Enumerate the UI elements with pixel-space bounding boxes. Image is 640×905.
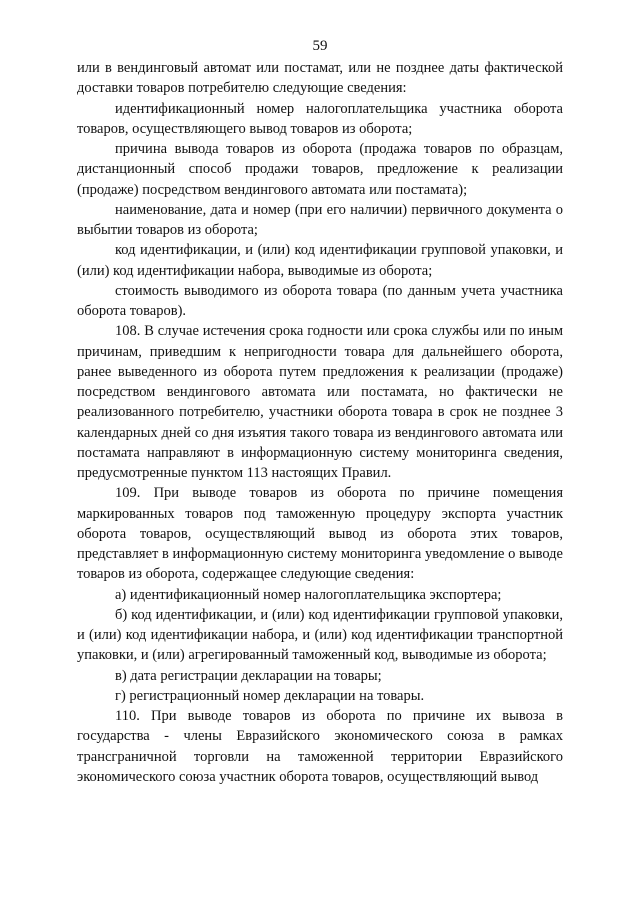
paragraph-primary-document: наименование, дата и номер (при его наличии) первичного документа о выбытии товаров из оборота; <box>77 201 563 238</box>
page-number: 59 <box>312 38 328 54</box>
paragraph-identification-code: код идентификации, и (или) код идентификации групповой упаковки, и (или) код идентификации набора, выводимые из оборота; <box>77 242 563 279</box>
paragraph-110: 110. При выводе товаров из оборота по причине их вывоза в государства - члены Евразийского экономического союза в рамках трансграничной торговли на таможенной территории Евразийского экономического союза участник оборота товаров, осуществляющий вывод <box>77 708 563 785</box>
paragraph-taxpayer-id: идентификационный номер налогоплательщика участника оборота товаров, осуществляющего вывод товаров из оборота; <box>77 100 563 137</box>
document-body <box>77 58 563 787</box>
list-item-g: г) регистрационный номер декларации на товары. <box>115 687 425 704</box>
paragraph-cost: стоимость выводимого из оборота товара (по данным учета участника оборота товаров). <box>77 282 563 319</box>
paragraph-108: 108. В случае истечения срока годности или срока службы или по иным причинам, приведшим к непригодности товара для дальнейшего оборота, ранее выведенного из оборота путем предложения к реализации (продаже) посредством вендингового автомата или постамата, но фактически не реализованного потребителю, участники оборота товара в срок не позднее 3 календарных дней со дня изъятия такого товара из вендингового автомата или постамата направляют в информационную систему мониторинга сведения, предусмотренные пунктом 113 настоящих Правил. <box>77 323 563 481</box>
list-item-v: в) дата регистрации декларации на товары; <box>115 667 382 684</box>
list-item-a: а) идентификационный номер налогоплательщика экспортера; <box>115 586 502 603</box>
list-item-b: б) код идентификации, и (или) код идентификации групповой упаковки, и (или) код идентификации набора, и (или) код идентификации транспортной упаковки, и (или) агрегированный таможенный код, выводимые из оборота; <box>77 606 563 664</box>
paragraph-continuation: или в вендинговый автомат или постамат, или не позднее даты фактической доставки товаров потребителю следующие сведения: <box>77 60 563 97</box>
paragraph-withdrawal-reason: причина вывода товаров из оборота (продажа товаров по образцам, дистанционный способ продажи товаров, предложение к реализации (продаже) посредством вендингового автомата или постамата); <box>77 141 563 198</box>
paragraph-109: 109. При выводе товаров из оборота по причине помещения маркированных товаров под таможенную процедуру экспорта участник оборота товаров, осуществляющий вывод из оборота этих товаров, представляет в информационную систему мониторинга уведомление о выводе товаров из оборота, содержащее следующие сведения: <box>77 485 563 583</box>
